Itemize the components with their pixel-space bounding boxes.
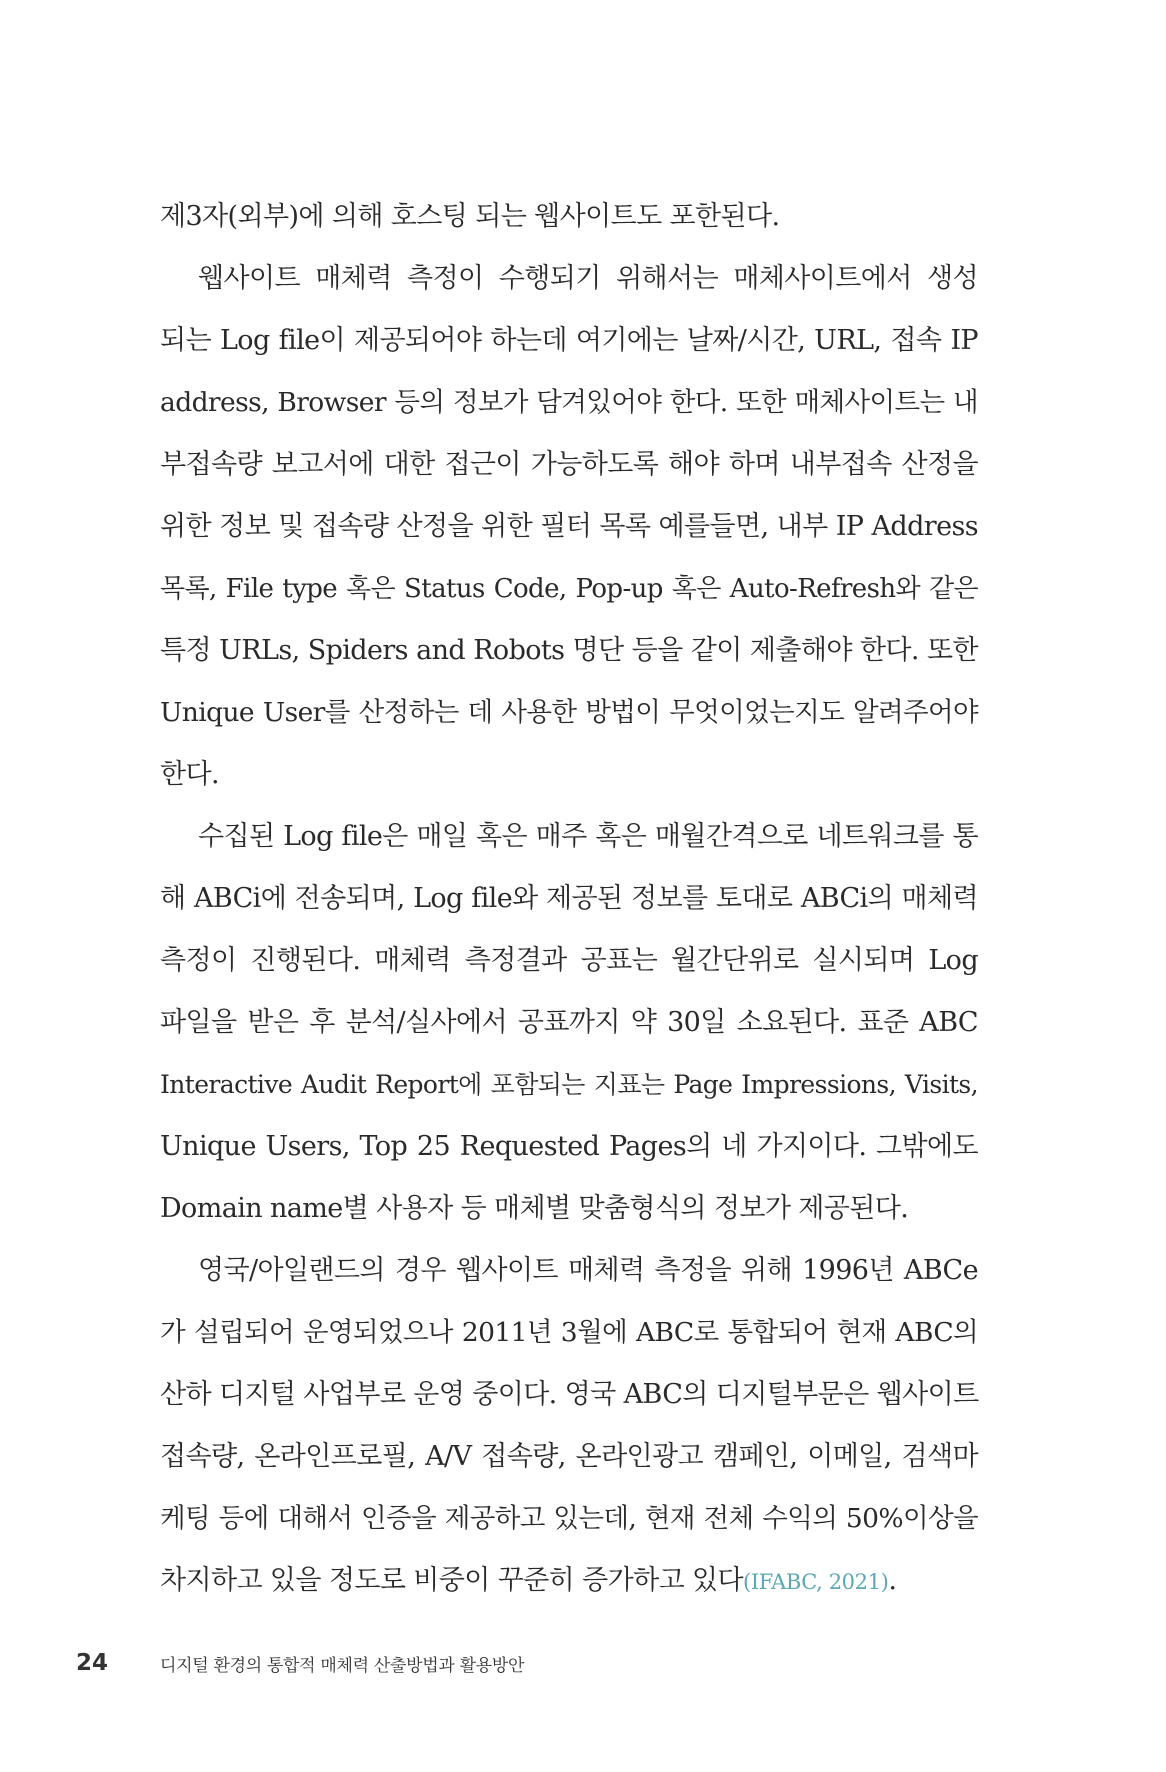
text-line: 웹사이트 매체력 측정이 수행되기 위해서는 매체사이트에서 생성 [198, 263, 978, 294]
text-line: Domain name별 사용자 등 매체별 맞춤형식의 정보가 제공된다. [160, 1193, 909, 1224]
text-line: Unique Users, Top 25 Requested Pages의 네 가지이다. 그밖에도 [160, 1131, 978, 1162]
text-line: 가 설립되어 운영되었으나 2011년 3월에 ABC로 통합되어 현재 ABC의 [160, 1317, 978, 1348]
body-text [160, 186, 978, 1612]
final-period: . [888, 1565, 897, 1596]
running-title: 디지털 환경의 통합적 매체력 산출방법과 활용방안 [160, 1655, 525, 1676]
page-number: 24 [76, 1650, 109, 1676]
text-line: Unique User를 산정하는 데 사용한 방법이 무엇이었는지도 알려주어야 [160, 697, 978, 728]
text-line: 측정이 진행된다. 매체력 측정결과 공표는 월간단위로 실시되며 Log [160, 945, 978, 976]
page-footer [76, 1648, 524, 1678]
text-line: address, Browser 등의 정보가 담겨있어야 한다. 또한 매체사이트는 내 [160, 387, 978, 418]
text-line: 부접속량 보고서에 대한 접근이 가능하도록 해야 하며 내부접속 산정을 [160, 449, 978, 480]
text-line: 특정 URLs, Spiders and Robots 명단 등을 같이 제출해야 한다. 또한 [160, 635, 978, 666]
final-line-text: 차지하고 있을 정도로 비중이 꾸준히 증가하고 있다 [160, 1565, 744, 1596]
text-line: 접속량, 온라인프로필, A/V 접속량, 온라인광고 캠페인, 이메일, 검색마 [160, 1441, 978, 1472]
text-line: Interactive Audit Report에 포함되는 지표는 Page Impressions, Visits, [160, 1070, 978, 1099]
text-line: 한다. [160, 759, 219, 790]
text-line: 목록, File type 혹은 Status Code, Pop-up 혹은 Auto-Refresh와 같은 [160, 574, 978, 604]
text-line: 위한 정보 및 접속량 산정을 위한 필터 목록 예를들면, 내부 IP Address [160, 511, 978, 542]
citation: (IFABC, 2021) [743, 1570, 889, 1594]
text-line: 케팅 등에 대해서 인증을 제공하고 있는데, 현재 전체 수익의 50%이상을 [160, 1503, 978, 1534]
text-line: 산하 디지털 사업부로 운영 중이다. 영국 ABC의 디지털부문은 웹사이트 [160, 1379, 979, 1410]
text-line: 수집된 Log file은 매일 혹은 매주 혹은 매월간격으로 네트워크를 통 [198, 821, 978, 852]
text-line: 영국/아일랜드의 경우 웹사이트 매체력 측정을 위해 1996년 ABCe [198, 1255, 978, 1286]
text-line: 되는 Log file이 제공되어야 하는데 여기에는 날짜/시간, URL, 접속 IP [160, 325, 978, 356]
final-text-line [160, 1550, 978, 1612]
text-line: 제3자(외부)에 의해 호스팅 되는 웹사이트도 포한된다. [160, 201, 780, 232]
text-line: 파일을 받은 후 분석/실사에서 공표까지 약 30일 소요된다. 표준 ABC [160, 1007, 978, 1038]
text-line: 해 ABCi에 전송되며, Log file와 제공된 정보를 토대로 ABCi의 매체력 [160, 883, 978, 914]
